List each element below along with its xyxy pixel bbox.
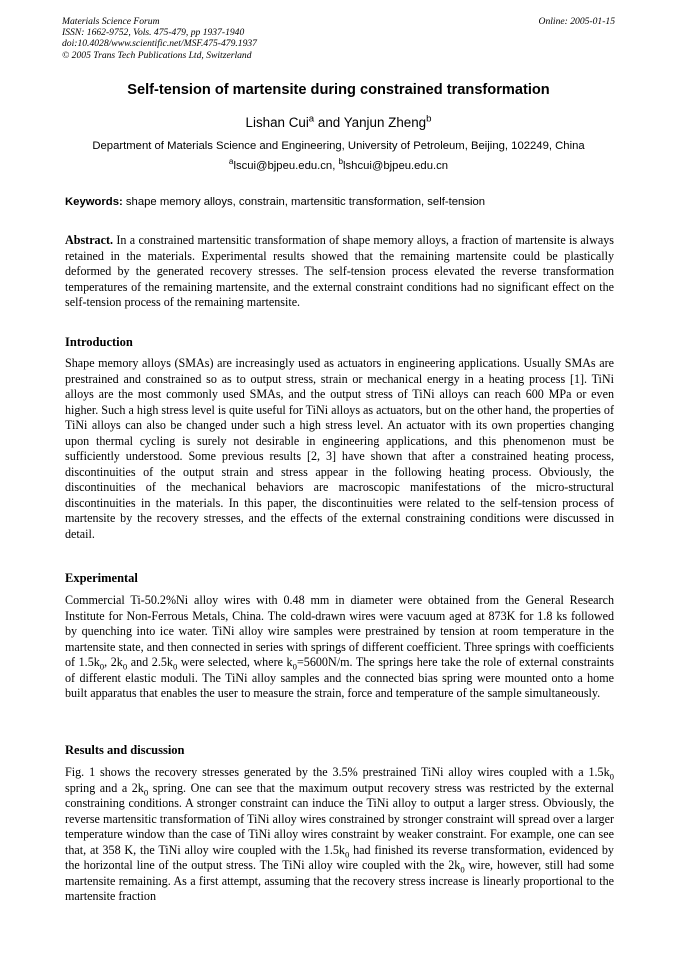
issn-line: ISSN: 1662-9752, Vols. 475-479, pp 1937-1940 [62,27,245,39]
subscript: 0 [172,661,178,672]
section-heading: Introduction [65,335,133,349]
results-paragraph [65,765,614,905]
paragraph-text: had finished its reverse transformation, evidenced by the horizontal line of the output stress. The TiNi alloy wire coupled with the 2k [65,842,614,872]
keywords-label: Keywords: [65,196,123,208]
paragraph-text: spring and a 2k [65,780,144,795]
affiliation-mark: b [426,113,432,125]
subscript: 0 [143,786,149,797]
section-heading: Results and discussion [65,743,185,757]
subscript: 0 [344,848,350,859]
subscript: 0 [122,661,128,672]
affiliation-mark: a [308,113,315,125]
paragraph-text: Fig. 1 shows the recovery stresses generated by the 3.5% prestrained TiNi alloy wires coupled with a 1.5k [65,765,610,779]
experimental-paragraph [65,593,614,702]
paragraph-text: =5600N/m. The springs here take the role of external constraints of different elastic moduli. The TiNi alloy samples and the connected bias spring were mounted onto a home built apparatus that enables the user to measure the strain, force and temperature of the sample simultaneously. [65,655,614,700]
abstract-label: Abstract. [65,233,114,247]
author-conjunction: and [317,115,341,130]
paragraph-text: wire, however, still had some martensite remaining. As a first attempt, assuming that the recovery stress increase is linearly proportional to the martensite fraction [65,858,614,903]
author-name: Yanjun Zheng [343,115,427,130]
email-link[interactable]: lshcui@bjpeu.edu.cn [343,160,449,172]
subscript: 0 [609,771,614,782]
paragraph-text: and 2.5k [127,655,173,669]
journal-header [62,16,615,61]
email-link[interactable]: lscui@bjpeu.edu.cn, [233,160,336,172]
paper-title: Self-tension of martensite during constrained transformation [127,82,550,98]
affiliation: Department of Materials Science and Engineering, University of Petroleum, Beijing, 102249, China [92,140,585,152]
abstract [65,233,614,311]
author-list [62,114,615,132]
copyright-line: © 2005 Trans Tech Publications Ltd, Switzerland [62,49,252,61]
paragraph-text: were selected, where k [177,655,293,669]
doi-line: doi:10.4028/www.scientific.net/MSF.475-479.1937 [62,38,257,50]
affiliation-mark: b [338,157,344,167]
author-name: Lishan Cui [245,115,309,130]
paragraph-text: , 2k [104,655,123,669]
introduction-paragraph: Shape memory alloys (SMAs) are increasingly used as actuators in engineering applications. Usually SMAs are prestrained and constrained so as to output stress, strain or mechanical energy in a heating process [1]. TiNi alloys are the most commonly used SMAs, and the output stress of TiNi alloys can reach 600 MPa or even higher. Such a high stress level is quite useful for TiNi alloys as actuators, but on the other hand, the properties of TiNi alloys can also be changed under such a high stress level. An actuator with its own properties changing upon thermal cycling is surely not desirable in engineering applications, and this phenomenon must be sufficiently understood. Some previous results [2, 3] have shown that after a constrained heating process, discontinuities of the output strain and stress appear in the following heating process. Obviously, the discontinuities of the mechanical behaviors are macroscopic manifestations of the micro-structural discontinuities in the materials. In this paper, the discontinuities were related to the self-tension process of martensite by the recovery stresses, and the effects of the external constraining conditions were discussed in detail. [65,356,614,541]
keywords-text: shape memory alloys, constrain, martensitic transformation, self-tension [125,196,486,208]
subscript: 0 [292,661,297,672]
subscript: 0 [460,864,465,875]
paragraph-text: spring. One can see that the maximum output recovery stress was restricted by the external constraining conditions. A stronger constraint can induce the TiNi alloy to output a larger stress. Obviously, the reverse martensitic transformation of TiNi alloy wires constrained by stronger constraint will spread over a larger temperature window than the case of TiNi alloy wires constraint by weaker constraint. For example, one can see that, at 358 K, the TiNi alloy wire coupled with the 1.5k [65,780,614,857]
email-line [62,158,615,174]
affiliation-mark: a [228,157,234,167]
online-date: Online: 2005-01-15 [538,16,615,27]
section-heading: Experimental [65,571,138,585]
journal-name: Materials Science Forum [62,16,160,27]
paragraph-text: Commercial Ti-50.2%Ni alloy wires with 0.48 mm in diameter were obtained from the General Research Institute for Non-Ferrous Metals, China. The cold-drawn wires were vacuum aged at 873K for 1.8 ks followed by quenching into ice water. TiNi alloy wire samples were prestrained by tension at room temperature in the martensite state, and then connected in series with springs of different coefficient. Three springs with coefficients of 1.5k [65,593,614,669]
abstract-text: In a constrained martensitic transformation of shape memory alloys, a fraction of martensite is always retained in the materials. Experimental results showed that the remaining martensite could be plastically deformed by the generated recovery stresses. The self-tension process elevated the reverse transformation temperatures of the remaining martensite, and the external constraint conditions had no significant effect on the self-tension process of the remaining martensite. [65,233,614,309]
subscript: 0 [99,661,105,672]
keywords [65,194,615,210]
